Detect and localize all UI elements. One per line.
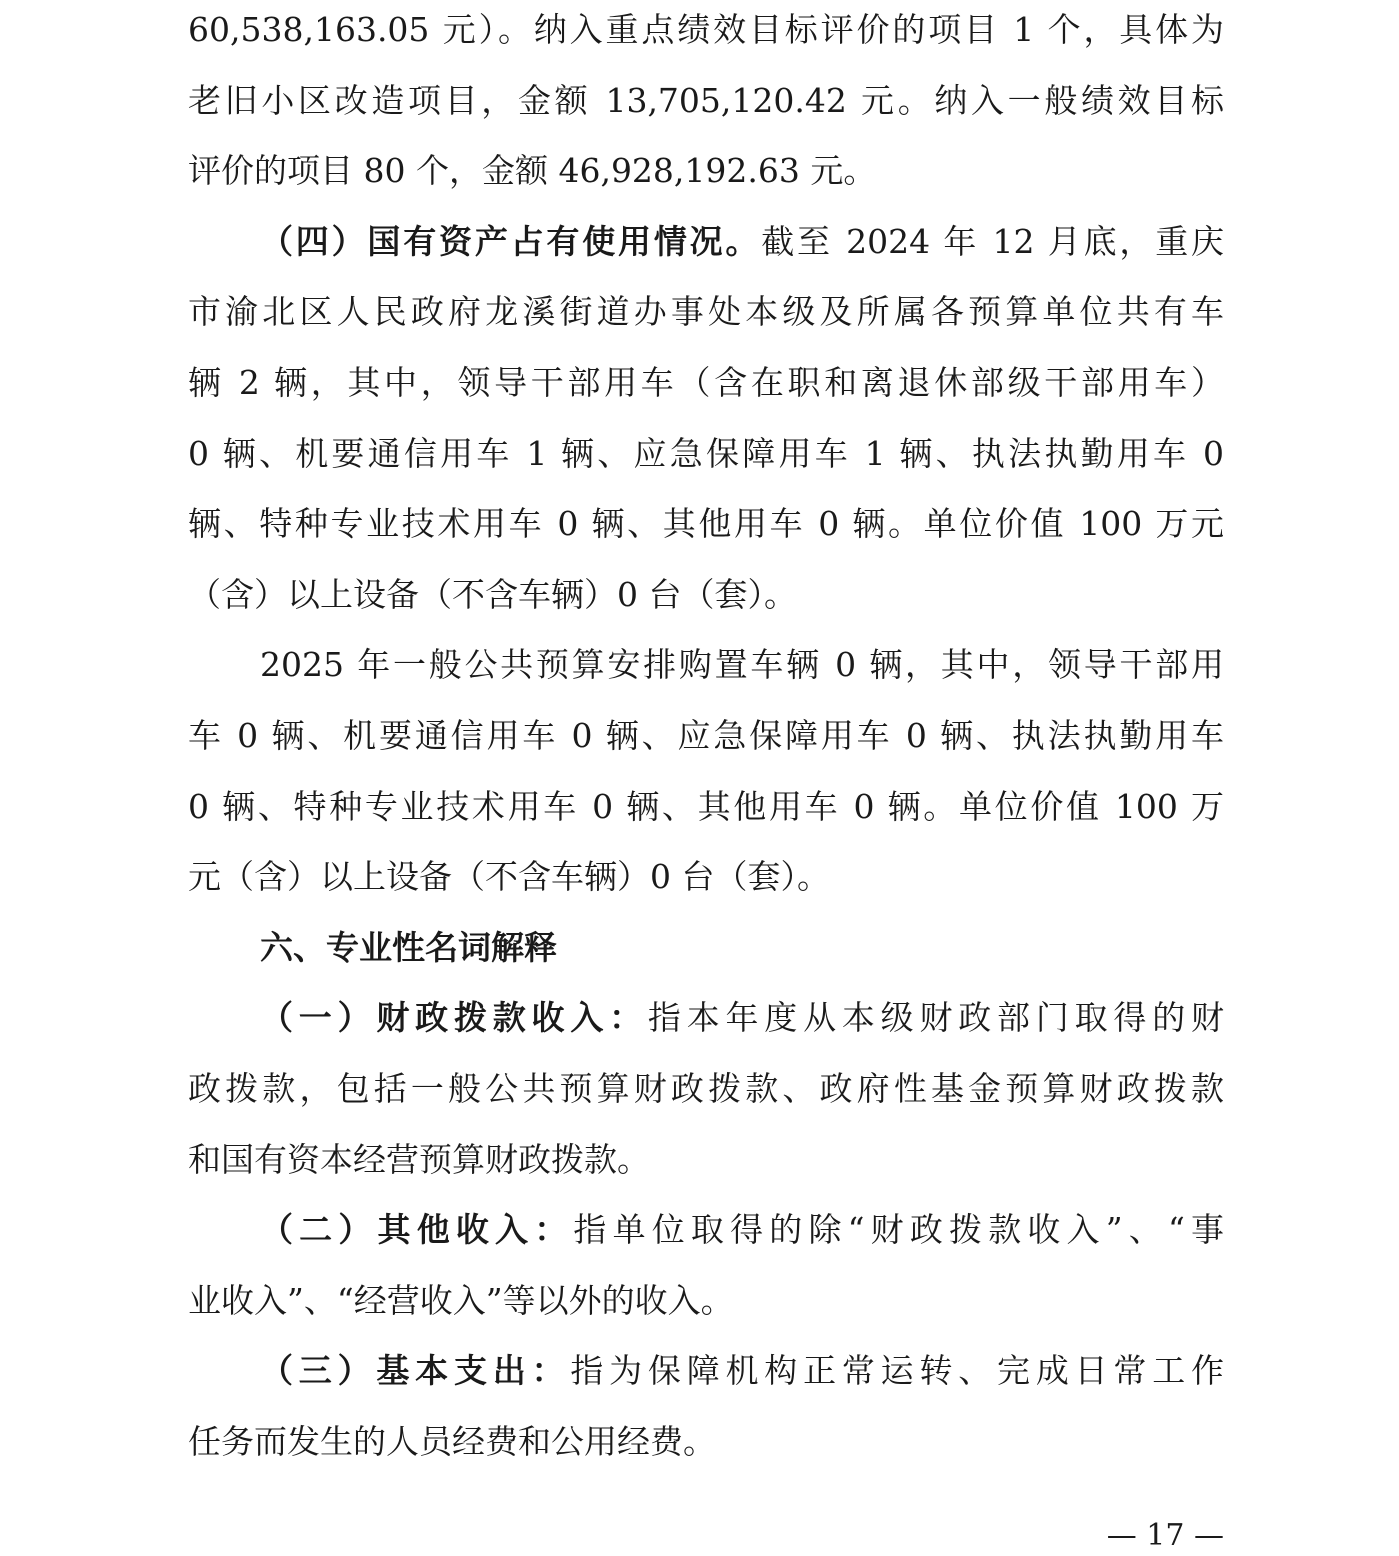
text-line: 元（含）以上设备（不含车辆）0 台（套）。 (188, 857, 830, 897)
text-line: 60,538,163.05 元）。纳入重点绩效目标评价的项目 1 个，具体为 (188, 10, 1224, 49)
page-number: — 17 — (1106, 1518, 1224, 1553)
paragraph-term-other-income (188, 1195, 1224, 1336)
text-line (188, 1336, 1224, 1407)
text-line: 车 0 辆、机要通信用车 0 辆、应急保障用车 0 辆、执法执勤用车 (188, 715, 1224, 755)
text-run: 指为保障机构正常运转、完成日常工作 (570, 1351, 1224, 1391)
text-line: 市渝北区人民政府龙溪街道办事处本级及所属各预算单位共有车 (188, 292, 1224, 332)
text-line: 业收入”、“经营收入”等以外的收入。 (188, 1280, 734, 1320)
document-page (188, 0, 1224, 1554)
paragraph-performance-targets (188, 0, 1224, 207)
text-line: 2025 年一般公共预算安排购置车辆 0 辆，其中，领导干部用 (260, 645, 1224, 685)
text-line: 辆 2 辆，其中，领导干部用车（含在职和离退休部级干部用车） (188, 362, 1224, 402)
text-line (188, 1195, 1224, 1266)
text-line: 和国有资本经营预算财政拨款。 (188, 1139, 650, 1179)
text-line (188, 207, 1224, 278)
term-label: （三）基本支出： (260, 1351, 571, 1391)
text-line (188, 983, 1224, 1054)
document-body (188, 0, 1224, 1477)
paragraph-state-assets (188, 207, 1224, 631)
text-line: 0 辆、特种专业技术用车 0 辆、其他用车 0 辆。单位价值 100 万 (188, 786, 1224, 826)
paragraph-term-fiscal-appropriation (188, 983, 1224, 1195)
term-label: （二）其他收入： (260, 1210, 574, 1250)
section-heading-terms: 六、专业性名词解释 (260, 927, 557, 967)
text-line: 政拨款，包括一般公共预算财政拨款、政府性基金预算财政拨款 (188, 1068, 1224, 1108)
text-run: 指单位取得的除“财政拨款收入”、“事 (573, 1210, 1224, 1250)
text-line: 评价的项目 80 个，金额 46,928,192.63 元。 (188, 151, 877, 191)
text-line: 辆、特种专业技术用车 0 辆、其他用车 0 辆。单位价值 100 万元 (188, 504, 1224, 544)
text-line: 老旧小区改造项目，金额 13,705,120.42 元。纳入一般绩效目标 (188, 80, 1224, 120)
term-label: （一）财政拨款收入： (260, 998, 648, 1038)
text-run: 截至 2024 年 12 月底，重庆 (761, 221, 1224, 261)
paragraph-term-basic-expenditure (188, 1336, 1224, 1477)
text-line: 任务而发生的人员经费和公用经费。 (188, 1421, 716, 1461)
text-line: 0 辆、机要通信用车 1 辆、应急保障用车 1 辆、执法执勤用车 0 (188, 433, 1224, 473)
paragraph-2025-vehicles (188, 630, 1224, 912)
section-title-assets: （四）国有资产占有使用情况。 (260, 221, 762, 261)
text-line: （含）以上设备（不含车辆）0 台（套）。 (188, 574, 797, 614)
text-run: 指本年度从本级财政部门取得的财 (647, 998, 1224, 1038)
